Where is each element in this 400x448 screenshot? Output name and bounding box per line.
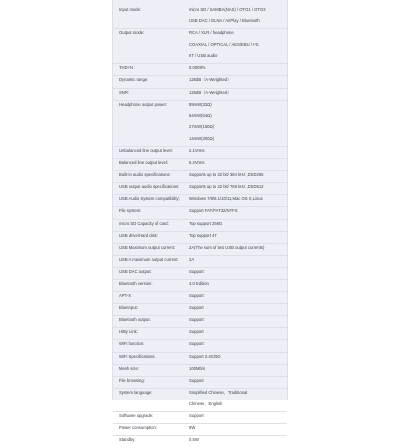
spec-value: USB DAC / DLNA / AirPlay / Bluetooth — [189, 18, 260, 24]
spec-row — [113, 268, 287, 279]
spec-label: Headphone output power: — [119, 101, 168, 107]
spec-value: Supports up to 32 bit/ 384 kHz ,DSD256 — [189, 172, 264, 178]
spec-row — [113, 76, 287, 87]
spec-label: Built-in audio specifications: — [119, 172, 171, 178]
spec-values — [185, 413, 287, 418]
spec-value: 4.0 Edition — [189, 280, 209, 286]
spec-label: APT-X — [119, 293, 132, 299]
spec-value: Support — [189, 329, 204, 335]
spec-row — [113, 328, 287, 339]
spec-value: 126dB（A-Weighted） — [189, 89, 232, 95]
spec-label: USB Audio System compatibility: — [119, 196, 180, 202]
spec-value: 100Mb/s — [189, 365, 206, 371]
spec-value: Support — [189, 293, 204, 299]
spec-value: 2A — [189, 256, 195, 262]
spec-row — [113, 389, 287, 411]
spec-value: IIT / USB audio — [189, 53, 218, 59]
spec-values — [185, 245, 287, 250]
spec-value: Support 2.4G/5G — [189, 353, 221, 359]
spec-row — [113, 195, 287, 206]
spec-value: micro SD / SAMBA(NAS) / OTG1 / OTG2 — [189, 7, 266, 12]
spec-label: Standby: — [119, 437, 136, 443]
spec-label: Mesh size: — [119, 365, 140, 371]
spec-values — [185, 281, 287, 286]
spec-label: USB Maximum output current: — [119, 244, 176, 250]
spec-values — [185, 208, 287, 213]
spec-value: Supports up to 32 bit/ 768 kHz ,DSD512 — [189, 184, 264, 190]
spec-row — [113, 377, 287, 388]
spec-value: 89mW(32Ω) — [189, 101, 212, 107]
spec-row — [113, 101, 287, 146]
spec-row — [113, 436, 287, 447]
spec-value: 5.2Vrms — [189, 160, 205, 166]
spec-value: RCA / XLR / headphone — [189, 30, 234, 36]
spec-values — [185, 390, 287, 406]
spec-values — [185, 172, 287, 177]
spec-label: Power consumption: — [119, 425, 157, 431]
spec-row — [113, 304, 287, 315]
spec-value: Support — [189, 413, 204, 419]
spec-values — [185, 293, 287, 298]
spec-row — [113, 280, 287, 291]
spec-value: 126dB（A-Weighted） — [189, 77, 232, 83]
spec-values — [185, 221, 287, 226]
spec-row — [113, 147, 287, 158]
spec-values — [185, 305, 287, 310]
spec-label: WiFi Specifications: — [119, 353, 156, 359]
spec-values — [185, 437, 287, 442]
spec-values — [185, 425, 287, 430]
spec-label: BlueInput: — [119, 305, 138, 311]
spec-values — [185, 102, 287, 141]
spec-row — [113, 171, 287, 182]
spec-label: File system: — [119, 208, 142, 214]
spec-value: 2.1Vrms — [189, 147, 205, 153]
spec-row — [113, 159, 287, 170]
spec-values — [185, 160, 287, 165]
spec-values — [185, 329, 287, 334]
spec-values — [185, 30, 287, 58]
spec-value: Simplified Chinese、Traditional — [189, 389, 248, 395]
spec-value: Chinese、English — [189, 401, 223, 407]
spec-row — [113, 183, 287, 194]
spec-values — [185, 269, 287, 274]
spec-label: USB output audio specifications: — [119, 184, 180, 190]
spec-values — [185, 77, 287, 82]
spec-row — [113, 89, 287, 100]
spec-label: Bluetooth version: — [119, 280, 153, 286]
spec-row — [113, 365, 287, 376]
spec-row — [113, 6, 287, 28]
spec-value: Support — [189, 341, 204, 347]
spec-label: Software upgrade: — [119, 413, 154, 419]
spec-label: Bluetooth output: — [119, 317, 151, 323]
spec-row — [113, 256, 287, 267]
spec-values — [185, 65, 287, 70]
spec-row — [113, 29, 287, 63]
spec-label: Balanced line output level: — [119, 160, 168, 166]
spec-row — [113, 220, 287, 231]
spec-row — [113, 244, 287, 255]
spec-value: 27mW(150Ω) — [189, 124, 215, 130]
spec-table — [112, 0, 288, 443]
spec-row — [113, 316, 287, 327]
spec-label: WiFi function: — [119, 341, 145, 347]
spec-values — [185, 317, 287, 322]
spec-value: 0.0008% — [189, 65, 206, 71]
spec-values — [185, 196, 287, 201]
spec-label: SNR: — [119, 89, 130, 95]
spec-row — [113, 424, 287, 435]
spec-value: Support — [189, 317, 204, 323]
spec-value: 14mW(300Ω) — [189, 135, 215, 141]
spec-row — [113, 412, 287, 423]
spec-label: System language: — [119, 389, 153, 395]
spec-row — [113, 207, 287, 218]
spec-values — [185, 341, 287, 346]
spec-values — [185, 90, 287, 95]
spec-values — [185, 354, 287, 359]
spec-value: Top support 4T — [189, 232, 217, 238]
spec-row — [113, 292, 287, 303]
spec-value: Support — [189, 305, 204, 311]
spec-values — [185, 257, 287, 262]
spec-label: THD+N : — [119, 65, 136, 71]
spec-values — [185, 148, 287, 153]
spec-label: HiBy Link: — [119, 329, 138, 335]
spec-label: USB A maximum output current: — [119, 256, 179, 262]
spec-label: USB drive/Hard disk: — [119, 232, 158, 238]
spec-values — [185, 378, 287, 383]
spec-row — [113, 353, 287, 364]
spec-value: 2A(The sum of two USB output currents) — [189, 244, 265, 250]
spec-label: Output mode: — [119, 30, 145, 36]
spec-row — [113, 64, 287, 75]
spec-values — [185, 233, 287, 238]
spec-label: Input mode: — [119, 7, 142, 12]
spec-values — [185, 7, 287, 23]
spec-value: Support — [189, 268, 204, 274]
spec-label: Dynamic range: — [119, 77, 149, 83]
spec-row — [113, 340, 287, 351]
spec-value: 0.5W — [189, 437, 199, 443]
spec-label: USB DAC output: — [119, 268, 152, 274]
spec-value: Support FAT/FAT32/NTFS — [189, 208, 238, 214]
spec-label: micro SD Capacity of card: — [119, 220, 169, 226]
spec-values — [185, 366, 287, 371]
spec-label: File browsing: — [119, 377, 145, 383]
spec-label: Unbalanced line output level: — [119, 147, 173, 153]
spec-value: Support — [189, 377, 204, 383]
spec-value: Windows 7/8/8.1/10/11,Mac OS X,Linux — [189, 196, 263, 202]
spec-value: 9W — [189, 425, 196, 431]
spec-values — [185, 184, 287, 189]
spec-value: COAXIAL / OPTICAL / AES/EBU / I²S — [189, 41, 259, 47]
spec-value: 64mW(64Ω) — [189, 113, 212, 119]
spec-value: Top support 256G — [189, 220, 223, 226]
spec-row — [113, 232, 287, 243]
